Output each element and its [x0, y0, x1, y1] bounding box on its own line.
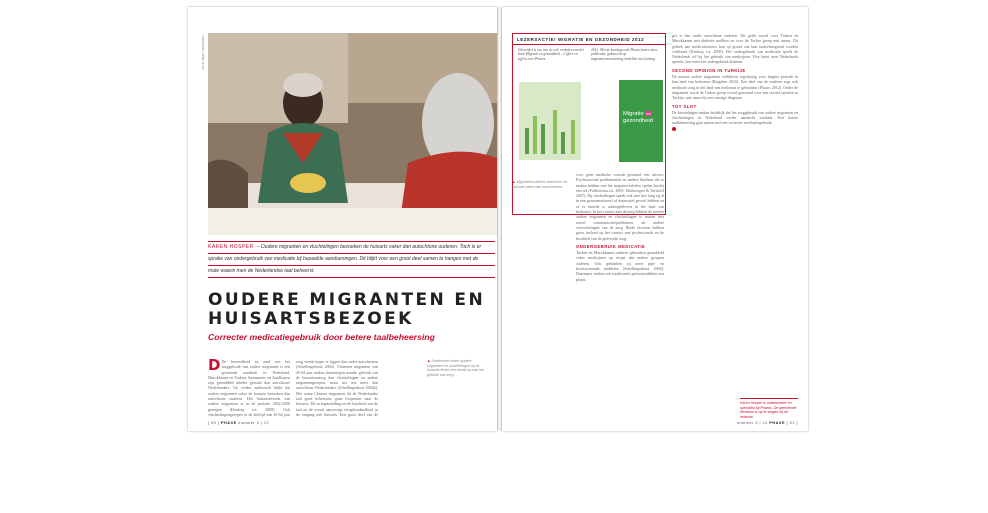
- section-text-tot-slot: De bevindingen maken duidelijk dat het zorggebruik van oudere migranten en vluchtelingen in Nederland verder aandacht verdient. Een betere taalbeheersing gaat samen met een correcter medicatiegebruik.: [672, 109, 798, 126]
- section-heading-medicatie: ONDERGEBRUIK MEDICATIE: [576, 243, 646, 249]
- title-line-2: HUISARTSBEZOEK: [208, 309, 414, 329]
- left-caption-text: Onderzoek onder oudere migranten en vluchtelingen bij de huisarts levert een beeld op van het gebruik van zorg.: [427, 359, 484, 377]
- right-caption: ▲ Migrantenouderen bezoeken de huisarts vaker dan autochtonen.: [512, 180, 568, 189]
- right-column-2-text: ger is dan onder autochtone ouderen. Dit geldt vooral voor Turken en Marokkanen met diabetes mellitus en voor de Turkse groep met astma. Dit gebrek aan medicatietrouw kan op grond van hun taalachtergrond worden verklaard (Denktaş e.a. 2009). Het ondergebruik van medicatie speelt de Nederlands rol bij het gebruik van medicijnen. Hoe beter men Nederlands spreekt, hoe meer het ondergebruik afneemt.: [672, 33, 798, 65]
- section-text-medicatie: Turken en Marokkanen ouderen gebruiken gemiddeld vaker medicijnen op recept dan andere groepen ouderen. Ook gebruiken zij meer pijn- en koortswerende middelen (Schellingerhout 2004). Daarnaast vinden ook traditionele geneesmiddelen een plaats.: [576, 250, 664, 282]
- left-column-2: zorg steeds hoger te liggen dan onder autochtonen (Schellingerhout 2004). Chinezen migranten van 45-64 jaar maken daarentegen minder gebruik van de huisartsenzorg dan vluchtelingen en andere migrantengroepen, maar net iets meer dan autochtone Nederlanders (Schellingerhout 2004b). Met name Chinese migranten dit de Nederlandse taal goed beheersen, gaan frequenter naar de huisarts. Dit in tegenstelling tot de lokaliteit van de taal en de overal aanwezige terughoudendheid in de omgang met huisarts. Een groot deel van de: [296, 359, 378, 417]
- book-cover-image: [619, 80, 663, 162]
- section-heading-second-opinion: SECOND OPINION IN TURKIJE: [672, 67, 746, 73]
- magazine-name-left: PHAXE: [221, 421, 237, 425]
- reader-offer-title: LEZERSACTIE! MIGRATIE EN GEZONDHEID 2012: [513, 34, 665, 45]
- issue-left: nummer 3 | 12: [238, 421, 270, 425]
- reader-offer-text-right: 2012. Met de kortingscode Pharos kunt u deze publicatie, gebaseerd op migrantenvoorziening, bestellen met korting.: [591, 48, 658, 61]
- author-name: KAREN HOSPER: [208, 244, 254, 250]
- article-title: [208, 291, 497, 329]
- left-footer: [208, 421, 269, 425]
- intro-line-2: sprake van ondergebruik van medicatie bij bepaalde aandoeningen. Dit blijkt voor een groot deel samen te hangen met de: [208, 254, 495, 266]
- right-page: [502, 7, 808, 431]
- right-footer: [737, 421, 798, 425]
- right-column-1-text: voor geen medische consult gestuurd een uitvoer. Psychosociale problematiek en andere klachten die te maken hebben met het migratieverleden spelen hierbij een rol (Folkertsma e.a. 2005; Dekkersgen & Verhoeff 2007). Bij vluchtelingen speelt ook mee hoe lang zij al in een getraumatiseerd of depressief gevoel hebben en of er familie is achtergebleven in het land van herkomst. In het contact met de zorg hebben de meeste oudere migranten en vluchtelingen te maken met zowel communicatieproblemen als andere verwachtingen van de zorg. Beide factoren hebben grote invloed op het contact met professionals en de kwaliteit van de geleverde zorg.: [576, 172, 664, 241]
- article-photo: [208, 33, 497, 235]
- author-endnote: Karen Hosper is onderzoeker en specialist bij Pharos. De genoemde literatuur is op te vragen bij de redactie.: [740, 398, 798, 419]
- photo-illustration: [208, 33, 497, 235]
- section-heading-tot-slot: TOT SLOT: [672, 103, 697, 109]
- left-column-1: [208, 359, 290, 417]
- cover-title-2: gezondheid: [623, 118, 653, 124]
- end-mark: [672, 127, 676, 131]
- article-subtitle: Correcter medicatiegebruik door betere taalbeheersing: [208, 332, 435, 342]
- title-line-1: OUDERE MIGRANTEN EN: [208, 290, 486, 310]
- cover-title-1: Migratie: [623, 111, 644, 117]
- intro-line-3: mate waarin men de Nederlandse taal beheerst.: [208, 266, 495, 278]
- drop-cap: D: [208, 359, 221, 374]
- intro-block: KAREN HOSPER – Oudere migranten en vluchtelingen bezoeken de huisarts vaker dan autochtone ouderen. Toch is er sprake van ondergebruik van medicatie bij bepaalde aandoeningen. Dit blijkt voor een groot deel samen te hangen met de mate waarin men de Nederlandse taal beheerst.: [208, 241, 495, 278]
- magazine-name-right: PHAXE: [769, 421, 785, 425]
- intro-line-1: Oudere migranten en vluchtelingen bezoeken de huisarts vaker dan autochtone ouderen. Toch is er: [260, 244, 482, 250]
- right-column-1: [576, 172, 664, 415]
- photo-credit: FOTO: BERT VERHOEFF: [201, 35, 205, 71]
- issue-right: nummer 3 | 12: [736, 421, 768, 425]
- left-caption: ▲ Onderzoek onder oudere migranten en vluchtelingen bij de huisarts levert een beeld op van het gebruik van zorg.: [427, 359, 484, 377]
- page-number-right: [ 61 ]: [786, 421, 798, 425]
- reader-offer-text-left: Dit artikel is een van de vele verhalen van het boek Migratie en gezondheid – Cijfers en zijfers over Pharos.: [518, 48, 584, 61]
- section-text-second-opinion: De meeste oudere migranten verblijven regelmatig voor langere periode in hun land van herkomst (Ratgeber 2010). Een deel van de ouderen zegt ook medische zorg in het land van herkomst te gebruiken (Pharos 2012). Onder de migranten wordt de Turkse groep vooral genoemd voor een second opinion in Turkije, met name bij een ernstige diagnose.: [672, 74, 798, 101]
- cover-badge: en: [646, 111, 651, 116]
- right-column-2: [672, 33, 798, 393]
- left-page: [188, 7, 497, 431]
- left-column-1-text: De hoeveelheid en aard van het zorggebruik van oudere migranten is een groeiende aandacht in Nederland. Marokkanen en Turken, Surinamers en Antillianen zijn gemiddeld minder gezond dan autochtone Nederlanders. Uit eerder onderzoek blijkt dat oudere migranten vaker de huisarts bezoeken dan autochtone ouderen. Het huisartsbezoek van oudere migranten is in de periode 2002-2006 gestegen (Denktaş e.a. 2009). Ook vluchtelingengroepen in de leeftijd van 45-64 jaar: [208, 359, 290, 417]
- page-number-left: [ 60 ]: [208, 421, 220, 425]
- book-spread-image: [519, 82, 581, 160]
- right-caption-text: Migrantenouderen bezoeken de huisarts vaker dan autochtonen.: [512, 180, 568, 189]
